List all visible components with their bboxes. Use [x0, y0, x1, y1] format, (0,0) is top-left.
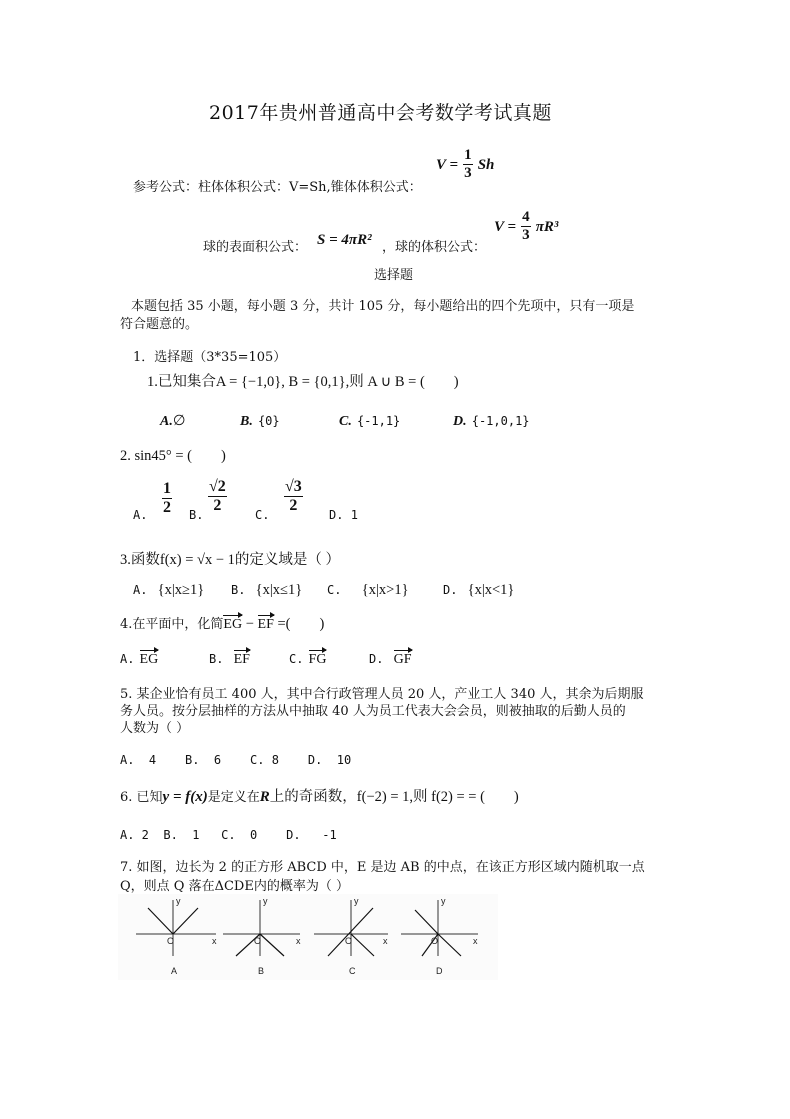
q2-option-c-label: C.	[255, 508, 270, 522]
question-5-line-2: 务人员。按分层抽样的方法从中抽取 40 人为员工代表大会会员，则被抽取的后勤人员的	[120, 704, 626, 719]
q1-option-b: B. {0}	[240, 414, 280, 429]
graph-a-origin: O	[167, 936, 175, 946]
intro-line-2: 符合题意的。	[120, 317, 199, 332]
question-1-stem: 1.已知集合A = {−1,0}, B = {0,1},则 A ∪ B = ( )	[147, 374, 459, 390]
surface-area-label: 球的表面积公式：	[203, 240, 308, 255]
q2-option-a-label: A.	[133, 508, 148, 522]
question-7-line-2: Q，则点 Q 落在ΔCDE内的概率为（ ）	[120, 879, 349, 894]
graph-d-label: D	[436, 966, 443, 976]
graph-d-origin: O	[431, 936, 439, 946]
sphere-volume-label: ，球的体积公式：	[382, 240, 487, 255]
graph-b-y-label: y	[263, 896, 268, 906]
graph-c-origin: O	[345, 936, 353, 946]
q2-option-b-label: B.	[189, 508, 204, 522]
q3-option-c: C. {x|x>1}	[327, 582, 409, 598]
graph-d-x-label: x	[473, 936, 478, 946]
graph-b-origin: O	[254, 936, 262, 946]
q3-option-a: A. {x|x≥1}	[133, 582, 205, 598]
q6-options: A. 2 B. 1 C. 0 D. -1	[120, 828, 337, 842]
q4-option-a: A. EG	[120, 648, 158, 668]
q2-option-a-fraction: $\frac{1}{2}$	[163, 480, 171, 516]
q4-option-c: C. FG	[289, 648, 326, 668]
q1-option-d: D. {-1,0,1}	[453, 414, 530, 429]
graph-c-x-label: x	[383, 936, 388, 946]
intro-line-1: 本题包括 35 小题，每小题 3 分，共计 105 分，每小题给出的四个先项中，只有一项是	[131, 299, 635, 314]
graph-a-x-label: x	[212, 936, 217, 946]
question-5-line-3: 人数为（ ）	[120, 721, 190, 736]
q1-option-a: A.∅	[160, 413, 186, 429]
section-1-heading: 1．选择题（3*35=105）	[133, 350, 287, 365]
question-6-stem: 6. 已知y = f(x)是定义在R上的奇函数，f(−2) = 1,则 f(2) = = ( )	[120, 789, 519, 805]
graph-a-label: A	[171, 966, 178, 976]
q2-option-c-fraction: $\frac{√3}{2}$	[285, 478, 302, 514]
sphere-volume-formula: V = $\frac{4}{3}$ πR³	[494, 209, 559, 243]
q4-option-d: D. GF	[369, 648, 412, 668]
graph-c-label: C	[349, 966, 356, 976]
graph-b-label: B	[258, 966, 265, 976]
cone-volume-formula: V = $\frac{1}{3}$ Sh	[436, 147, 495, 181]
formula-line-1: 参考公式：柱体体积公式：V=Sh,锥体体积公式：	[133, 180, 422, 195]
q1-option-c: C. {-1,1}	[339, 414, 401, 429]
q2-option-b-fraction: $\frac{√2}{2}$	[209, 478, 226, 514]
q7-graphs-figure	[118, 894, 498, 980]
graph-b-x-label: x	[296, 936, 301, 946]
question-7-line-1: 7. 如图，边长为 2 的正方形 ABCD 中，E 是边 AB 的中点，在该正方形区域内随机取一点	[120, 860, 645, 875]
surface-area-formula: S = 4πR²	[317, 232, 372, 248]
question-2-stem: 2. sin45° = ( )	[120, 448, 226, 464]
graph-c-y-label: y	[354, 896, 359, 906]
question-4-stem: 4.在平面中，化简EG − EF =( )	[120, 612, 324, 633]
question-5-line-1: 5. 某企业恰有员工 400 人，其中合行政管理人员 20 人，产业工人 340 人，其余为后期服	[120, 687, 644, 702]
question-3-stem: 3.函数f(x) = √x − 1的定义域是（ ）	[120, 552, 341, 568]
q3-option-d: D. {x|x<1}	[443, 582, 515, 598]
section-heading: 选择题	[374, 268, 414, 283]
q3-option-b: B. {x|x≤1}	[231, 582, 303, 598]
page-title: 2017年贵州普通高中会考数学考试真题	[209, 102, 552, 124]
q5-options: A. 4 B. 6 C. 8 D. 10	[120, 753, 352, 767]
graph-d-y-label: y	[441, 896, 446, 906]
q4-option-b: B. EF	[209, 648, 250, 668]
graph-a-y-label: y	[176, 896, 181, 906]
q2-option-d: D. 1	[329, 508, 358, 522]
